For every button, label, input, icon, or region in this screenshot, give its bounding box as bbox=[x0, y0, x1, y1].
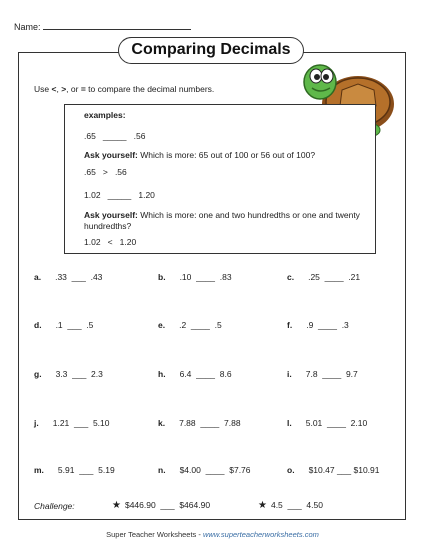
answer-blank[interactable]: ___ bbox=[67, 320, 82, 330]
answer-blank[interactable]: ____ bbox=[200, 418, 220, 428]
example-2-answer: 1.02 < 1.20 bbox=[84, 237, 137, 247]
page-title: Comparing Decimals bbox=[118, 37, 304, 64]
challenge-item-1: ★ $446.90 ___ $464.90 bbox=[112, 500, 211, 511]
examples-title: examples: bbox=[84, 110, 126, 120]
problem-j: j. 1.21 ___ 5.10 bbox=[34, 418, 110, 428]
problem-h: h. 6.4 ____ 8.6 bbox=[158, 369, 232, 379]
star-icon: ★ bbox=[258, 500, 267, 511]
problem-c: c. .25 ____ .21 bbox=[287, 272, 361, 282]
answer-blank[interactable]: ____ bbox=[318, 320, 337, 330]
answer-blank[interactable]: ___ bbox=[74, 418, 89, 428]
example-1-problem: .65 _____ .56 bbox=[84, 131, 146, 141]
answer-blank[interactable]: ____ bbox=[205, 465, 225, 475]
name-line[interactable] bbox=[43, 20, 191, 30]
answer-blank[interactable]: ___ bbox=[79, 465, 94, 475]
answer-blank[interactable]: ___ bbox=[336, 465, 352, 475]
challenge-label: Challenge: bbox=[34, 501, 75, 511]
problem-b: b. .10 ____ .83 bbox=[158, 272, 232, 282]
problem-k: k. 7.88 ____ 7.88 bbox=[158, 418, 241, 428]
answer-blank[interactable]: ____ bbox=[196, 369, 216, 379]
example-2-question: Ask yourself: Which is more: one and two hundredths or one and twenty hundredths? bbox=[84, 210, 360, 231]
answer-blank[interactable]: ___ bbox=[71, 272, 86, 282]
name-field[interactable] bbox=[14, 20, 191, 32]
problem-m: m. 5.91 ___ 5.19 bbox=[34, 465, 115, 475]
example-2-problem: 1.02 _____ 1.20 bbox=[84, 190, 155, 200]
answer-blank[interactable]: ____ bbox=[190, 320, 210, 330]
problem-f: f. .9 ____ .3 bbox=[287, 320, 349, 330]
problem-e: e. .2 ____ .5 bbox=[158, 320, 222, 330]
challenge-item-2: ★ 4.5 ___ 4.50 bbox=[258, 500, 323, 511]
problem-n: n. $4.00 ____ $7.76 bbox=[158, 465, 251, 475]
problem-g: g. 3.3 ___ 2.3 bbox=[34, 369, 103, 379]
problem-o: o. $10.47 ___ $10.91 bbox=[287, 465, 380, 475]
example-1-answer: .65 > .56 bbox=[84, 167, 127, 177]
answer-blank[interactable]: ____ bbox=[196, 272, 216, 282]
example-1-question: Ask yourself: Which is more: 65 out of 100 or 56 out of 100? bbox=[84, 150, 316, 160]
footer-link[interactable]: www.superteacherworksheets.com bbox=[202, 530, 319, 539]
problem-l: l. 5.01 ____ 2.10 bbox=[287, 418, 368, 428]
star-icon: ★ bbox=[112, 500, 121, 511]
name-label: Name: bbox=[14, 22, 41, 32]
answer-blank[interactable]: ____ bbox=[327, 418, 346, 428]
footer: Super Teacher Worksheets - www.superteacherworksheets.com bbox=[106, 530, 319, 539]
answer-blank[interactable]: ____ bbox=[322, 369, 342, 379]
problem-i: i. 7.8 ____ 9.7 bbox=[287, 369, 358, 379]
instructions: Use <, >, or = to compare the decimal numbers. bbox=[34, 84, 215, 94]
answer-blank[interactable]: ____ bbox=[324, 272, 344, 282]
problem-d: d. .1 ___ .5 bbox=[34, 320, 94, 330]
answer-blank[interactable]: ___ bbox=[72, 369, 87, 379]
problem-a: a. .33 ___ .43 bbox=[34, 272, 103, 282]
